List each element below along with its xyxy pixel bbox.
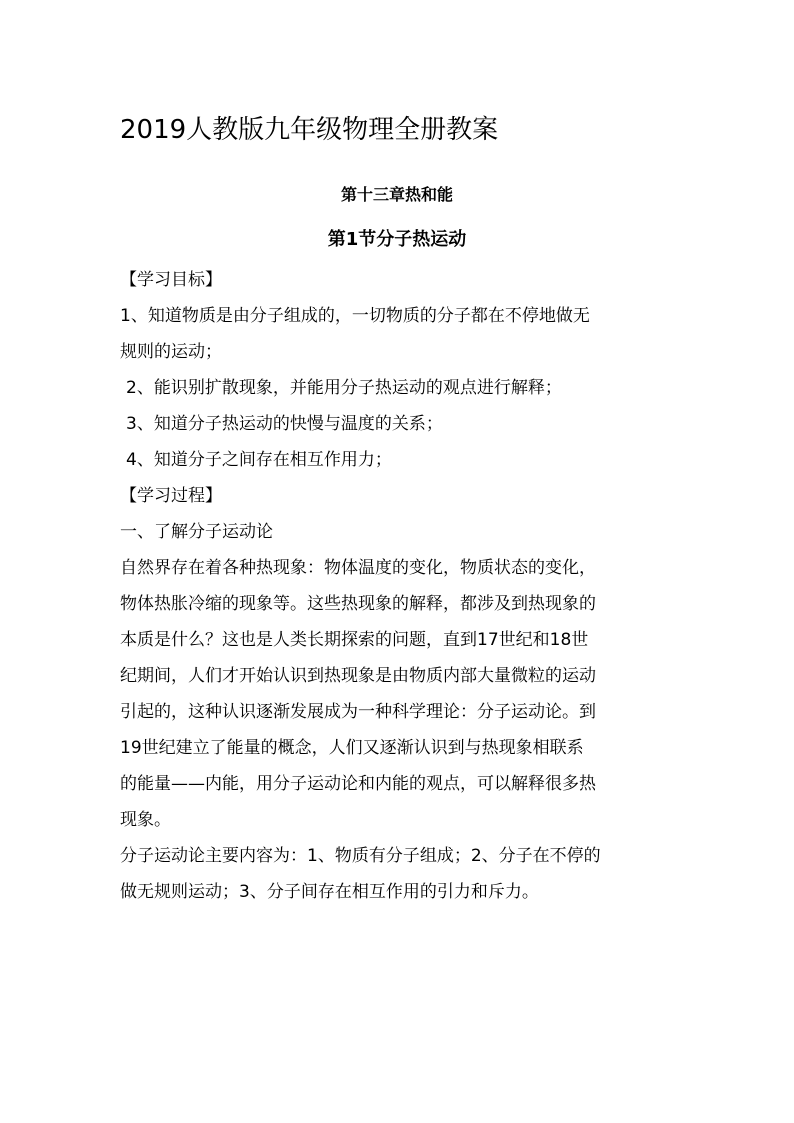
summary-line: 分子运动论主要内容为：1、物质有分子组成；2、分子在不停的	[120, 846, 601, 866]
paragraph-line: 本质是什么？这也是人类长期探索的问题，直到17世纪和18世	[120, 630, 589, 650]
goal-4: 4、知道分子之间存在相互作用力；	[126, 450, 392, 470]
paragraph-line: 现象。	[120, 810, 171, 830]
goal-2: 2、能识别扩散现象，并能用分子热运动的观点进行解释；	[126, 378, 562, 398]
subheading-molecular-theory: 一、了解分子运动论	[120, 522, 273, 542]
paragraph-line: 的能量——内能，用分子运动论和内能的观点，可以解释很多热	[120, 774, 596, 794]
heading-learning-process: 【学习过程】	[120, 486, 222, 506]
goal-1-line-1: 1、知道物质是由分子组成的，一切物质的分子都在不停地做无	[120, 306, 590, 326]
document-title: 2019人教版九年级物理全册教案	[120, 115, 499, 145]
document-body	[120, 262, 678, 910]
section-title: 第1节分子热运动	[327, 229, 467, 250]
chapter-title: 第十三章热和能	[340, 185, 453, 204]
heading-learning-goals: 【学习目标】	[120, 270, 222, 290]
paragraph-line: 引起的，这种认识逐渐发展成为一种科学理论：分子运动论。到	[120, 702, 596, 722]
paragraph-line: 纪期间，人们才开始认识到热现象是由物质内部大量微粒的运动	[120, 666, 596, 686]
summary-line: 做无规则运动；3、分子间存在相互作用的引力和斥力。	[120, 882, 539, 902]
goal-3: 3、知道分子热运动的快慢与温度的关系；	[126, 414, 443, 434]
goal-1-line-2: 规则的运动；	[120, 342, 222, 362]
paragraph-line: 物体热胀冷缩的现象等。这些热现象的解释，都涉及到热现象的	[120, 594, 596, 614]
paragraph-line: 19世纪建立了能量的概念，人们又逐渐认识到与热现象相联系	[120, 738, 584, 758]
paragraph-line: 自然界存在着各种热现象：物体温度的变化，物质状态的变化，	[120, 558, 596, 578]
